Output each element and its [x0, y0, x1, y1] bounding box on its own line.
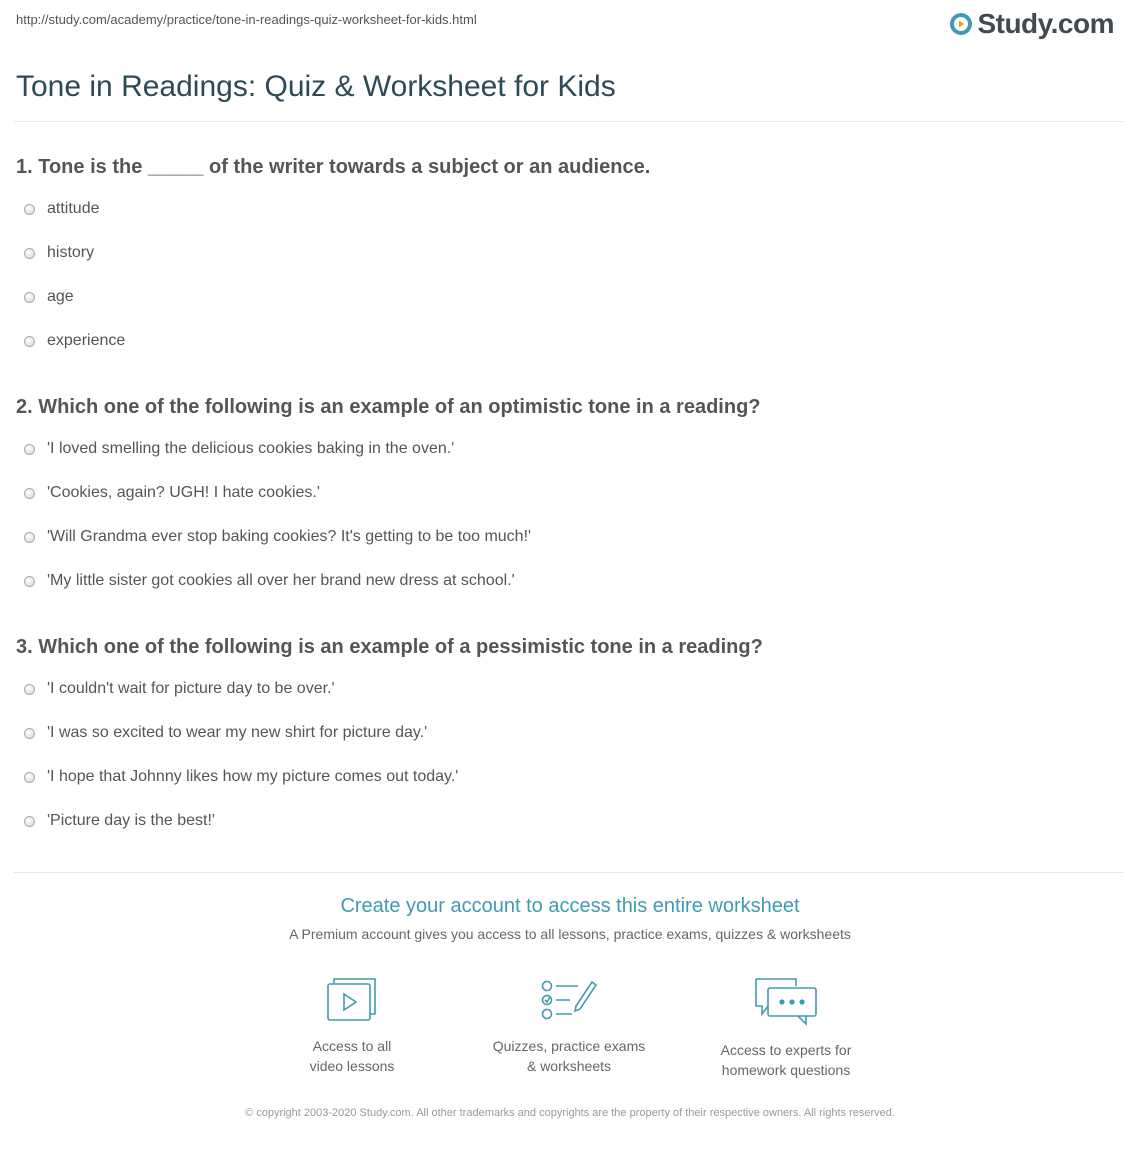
feature-experts [686, 976, 886, 1080]
feature-label-line: & worksheets [526, 1058, 612, 1074]
radio-button[interactable] [24, 248, 35, 259]
cta-title[interactable]: Create your account to access this entire worksheet [340, 895, 800, 917]
choice-label: 'I was so excited to wear my new shirt for picture day.' [47, 724, 428, 741]
feature-label-line: Quizzes, practice exams [492, 1038, 646, 1054]
choice-label: experience [47, 332, 126, 349]
video-lessons-icon [326, 976, 378, 1024]
q1-choice-4[interactable] [24, 332, 125, 350]
quiz-checklist-icon [540, 976, 598, 1024]
feature-label-line: Access to experts for [720, 1042, 852, 1058]
cta-subtitle: A Premium account gives you access to all lessons, practice exams, quizzes & worksheets [289, 926, 851, 942]
radio-button[interactable] [24, 488, 35, 499]
q3-choice-4[interactable] [24, 812, 215, 830]
radio-button[interactable] [24, 816, 35, 827]
radio-button[interactable] [24, 772, 35, 783]
q2-choice-2[interactable] [24, 484, 320, 502]
q2-choice-4[interactable] [24, 572, 515, 590]
radio-button[interactable] [24, 684, 35, 695]
logo-text: Study.com [977, 8, 1114, 39]
play-circle-icon [949, 12, 973, 36]
question-2: 2. Which one of the following is an example of an optimistic tone in a reading? [16, 396, 761, 418]
choice-label: history [47, 244, 95, 261]
choice-label: age [47, 288, 74, 305]
copyright-footer: © copyright 2003-2020 Study.com. All other trademarks and copyrights are the property of their respective owners. All rights reserved. [245, 1107, 895, 1119]
study-logo[interactable] [949, 8, 1114, 40]
chat-bubbles-icon [754, 976, 818, 1028]
q3-choice-1[interactable] [24, 680, 335, 698]
choice-label: 'I loved smelling the delicious cookies baking in the oven.' [47, 440, 455, 457]
radio-button[interactable] [24, 576, 35, 587]
radio-button[interactable] [24, 336, 35, 347]
cta-divider [14, 872, 1124, 873]
choice-label: 'I hope that Johnny likes how my picture comes out today.' [47, 768, 459, 785]
radio-button[interactable] [24, 292, 35, 303]
q1-choice-3[interactable] [24, 288, 74, 306]
question-1: 1. Tone is the _____ of the writer towards a subject or an audience. [16, 156, 651, 178]
q3-choice-2[interactable] [24, 724, 427, 742]
radio-button[interactable] [24, 728, 35, 739]
feature-label-line: homework questions [721, 1062, 851, 1078]
choice-label: 'Cookies, again? UGH! I hate cookies.' [47, 484, 320, 501]
radio-button[interactable] [24, 532, 35, 543]
feature-label-line: video lessons [309, 1058, 395, 1074]
q2-choice-1[interactable] [24, 440, 454, 458]
q1-choice-2[interactable] [24, 244, 94, 262]
q1-choice-1[interactable] [24, 200, 99, 218]
feature-label-line: Access to all [312, 1038, 392, 1054]
feature-quizzes [469, 976, 669, 1076]
page-url: http://study.com/academy/practice/tone-in-readings-quiz-worksheet-for-kids.html [16, 12, 477, 27]
q2-choice-3[interactable] [24, 528, 531, 546]
choice-label: 'Will Grandma ever stop baking cookies? It's getting to be too much!' [47, 528, 532, 545]
title-divider [14, 121, 1124, 122]
q3-choice-3[interactable] [24, 768, 458, 786]
choice-label: 'I couldn't wait for picture day to be over.' [47, 680, 335, 697]
question-3: 3. Which one of the following is an example of a pessimistic tone in a reading? [16, 636, 763, 658]
radio-button[interactable] [24, 444, 35, 455]
choice-label: 'Picture day is the best!' [47, 812, 215, 829]
feature-video-lessons [252, 976, 452, 1076]
radio-button[interactable] [24, 204, 35, 215]
choice-label: attitude [47, 200, 100, 217]
choice-label: 'My little sister got cookies all over her brand new dress at school.' [47, 572, 515, 589]
page-title: Tone in Readings: Quiz & Worksheet for Kids [16, 70, 616, 103]
